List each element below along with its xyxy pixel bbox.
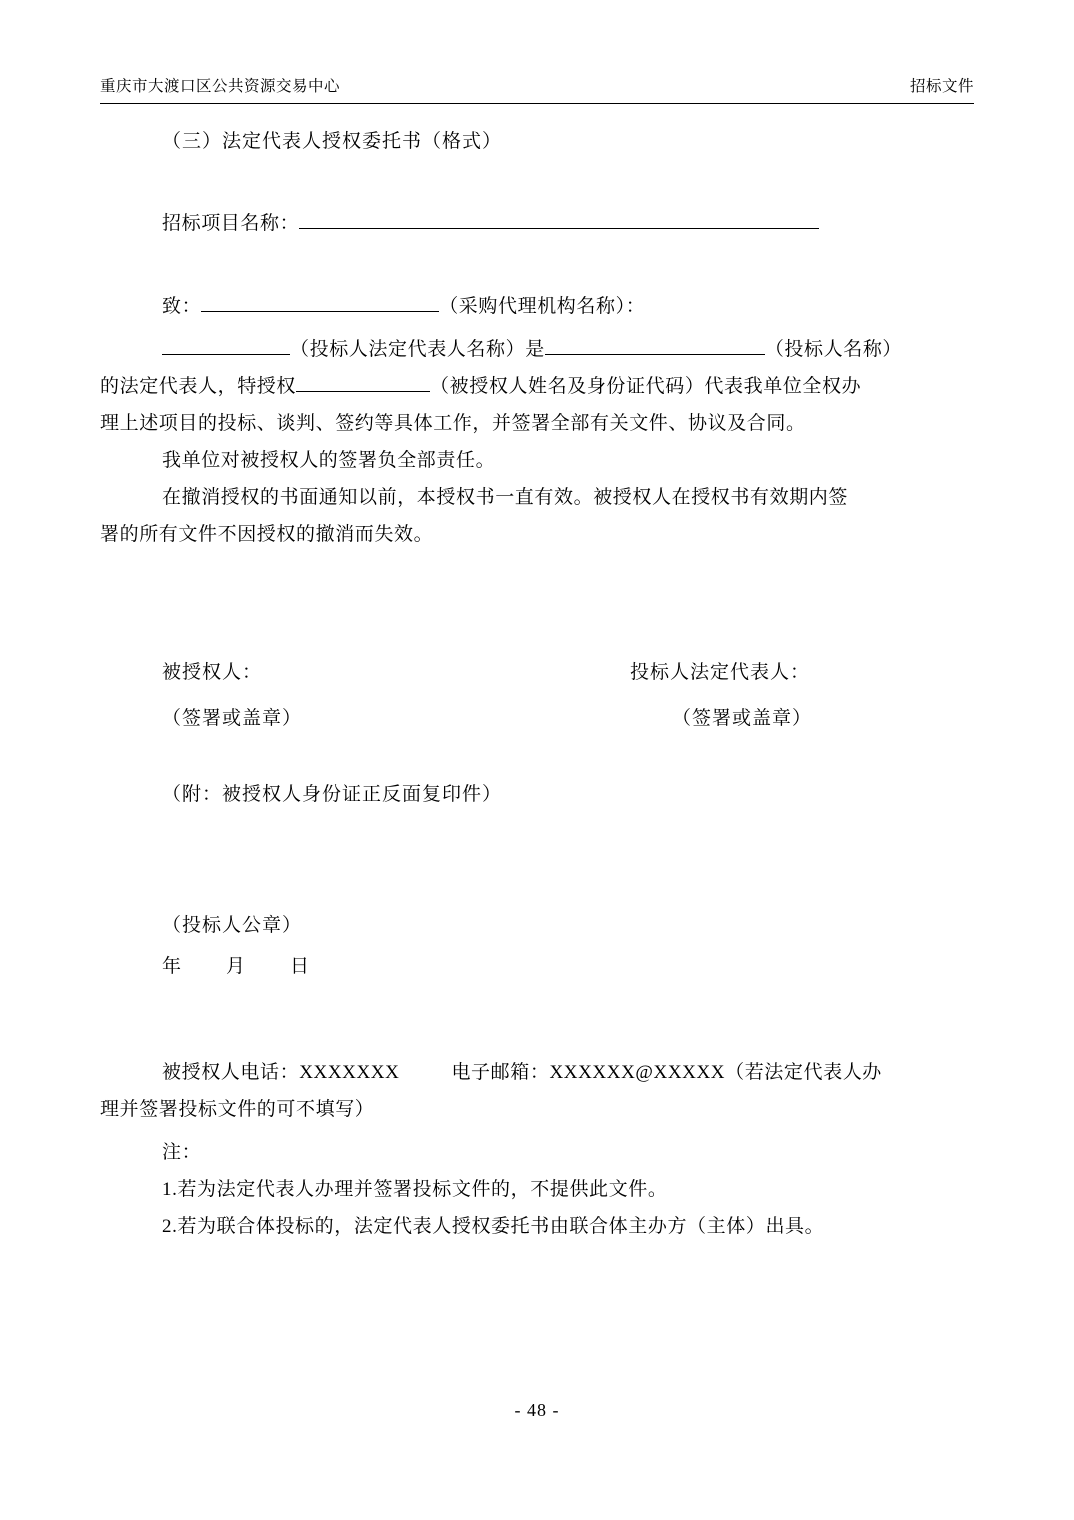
note-item-1: 1.若为法定代表人办理并签署投标文件的，不提供此文件。 xyxy=(162,1179,668,1201)
responsibility-paragraph: 我单位对被授权人的签署负全部责任。 xyxy=(162,449,496,471)
addressee-row xyxy=(100,288,974,325)
date-day-label: 日 xyxy=(290,955,311,977)
email-label: 电子邮箱： xyxy=(451,1061,550,1083)
project-name-line xyxy=(100,205,974,242)
project-name-blank[interactable] xyxy=(299,208,819,229)
legal-rep-name-blank[interactable] xyxy=(162,334,290,355)
addressee-line xyxy=(100,288,974,325)
authorized-person-label: （被授权人姓名及身份证代码） xyxy=(430,375,705,397)
signature-block xyxy=(100,657,974,767)
project-name-row xyxy=(100,205,974,242)
authorization-body xyxy=(100,331,974,553)
legal-rep-signature-note: （签署或盖章） xyxy=(672,707,813,729)
legal-rep-name-label: （投标人法定代表人名称） xyxy=(290,338,526,360)
notes-label: 注： xyxy=(162,1142,202,1164)
legal-rep-signature-label: 投标人法定代表人： xyxy=(630,661,811,683)
declaration-line-2 xyxy=(100,368,974,405)
page-header xyxy=(100,78,974,104)
notes-block xyxy=(100,1134,974,1245)
contact-line-1 xyxy=(100,1054,974,1091)
bidder-name-blank[interactable] xyxy=(545,334,765,355)
page-content xyxy=(100,0,974,1245)
declaration-prefix: 的法定代表人，特授权 xyxy=(100,375,297,397)
section-title: （三）法定代表人授权委托书（格式） xyxy=(162,130,503,152)
agency-name-blank[interactable] xyxy=(201,291,439,312)
date-month-label: 月 xyxy=(226,955,247,977)
authorized-person-signature-label: 被授权人： xyxy=(162,661,263,683)
authorized-person-blank[interactable] xyxy=(296,371,430,392)
date-year-label: 年 xyxy=(162,955,183,977)
declaration-line-1 xyxy=(100,331,974,368)
authorized-person-signature-note: （签署或盖章） xyxy=(162,707,303,729)
declaration-suffix: 代表我单位全权办 xyxy=(704,375,862,397)
agency-name-label: （采购代理机构名称）： xyxy=(439,295,646,317)
bidder-seal-label: （投标人公章） xyxy=(162,914,303,936)
header-document-type: 招标文件 xyxy=(909,78,974,95)
phone-label: 被授权人电话： xyxy=(162,1061,300,1083)
email-value: XXXXXX@XXXXX xyxy=(549,1061,726,1083)
declaration-line-3: 理上述项目的投标、谈判、签约等具体工作，并签署全部有关文件、协议及合同。 xyxy=(100,412,806,434)
is-word: 是 xyxy=(525,338,545,360)
contact-trailing-1: （若法定代表人办 xyxy=(725,1061,882,1083)
phone-value: XXXXXXX xyxy=(299,1061,400,1083)
contact-line-2: 理并签署投标文件的可不填写） xyxy=(100,1099,375,1121)
validity-paragraph-line-2: 署的所有文件不因授权的撤消而失效。 xyxy=(100,523,434,545)
header-organization: 重庆市大渡口区公共资源交易中心 xyxy=(100,78,341,95)
validity-paragraph-line-1: 在撤消授权的书面通知以前，本授权书一直有效。被授权人在授权书有效期内签 xyxy=(162,486,849,508)
to-label: 致： xyxy=(162,295,202,317)
project-name-label: 招标项目名称： xyxy=(162,212,300,234)
page-number: - 48 - xyxy=(514,1400,560,1420)
attachment-note: （附：被授权人身份证正反面复印件） xyxy=(162,783,503,805)
bidder-name-label: （投标人名称） xyxy=(764,338,903,360)
contact-block xyxy=(100,1054,974,1128)
date-line xyxy=(162,951,974,978)
note-item-2: 2.若为联合体投标的，法定代表人授权委托书由联合体主办方（主体）出具。 xyxy=(162,1216,825,1238)
